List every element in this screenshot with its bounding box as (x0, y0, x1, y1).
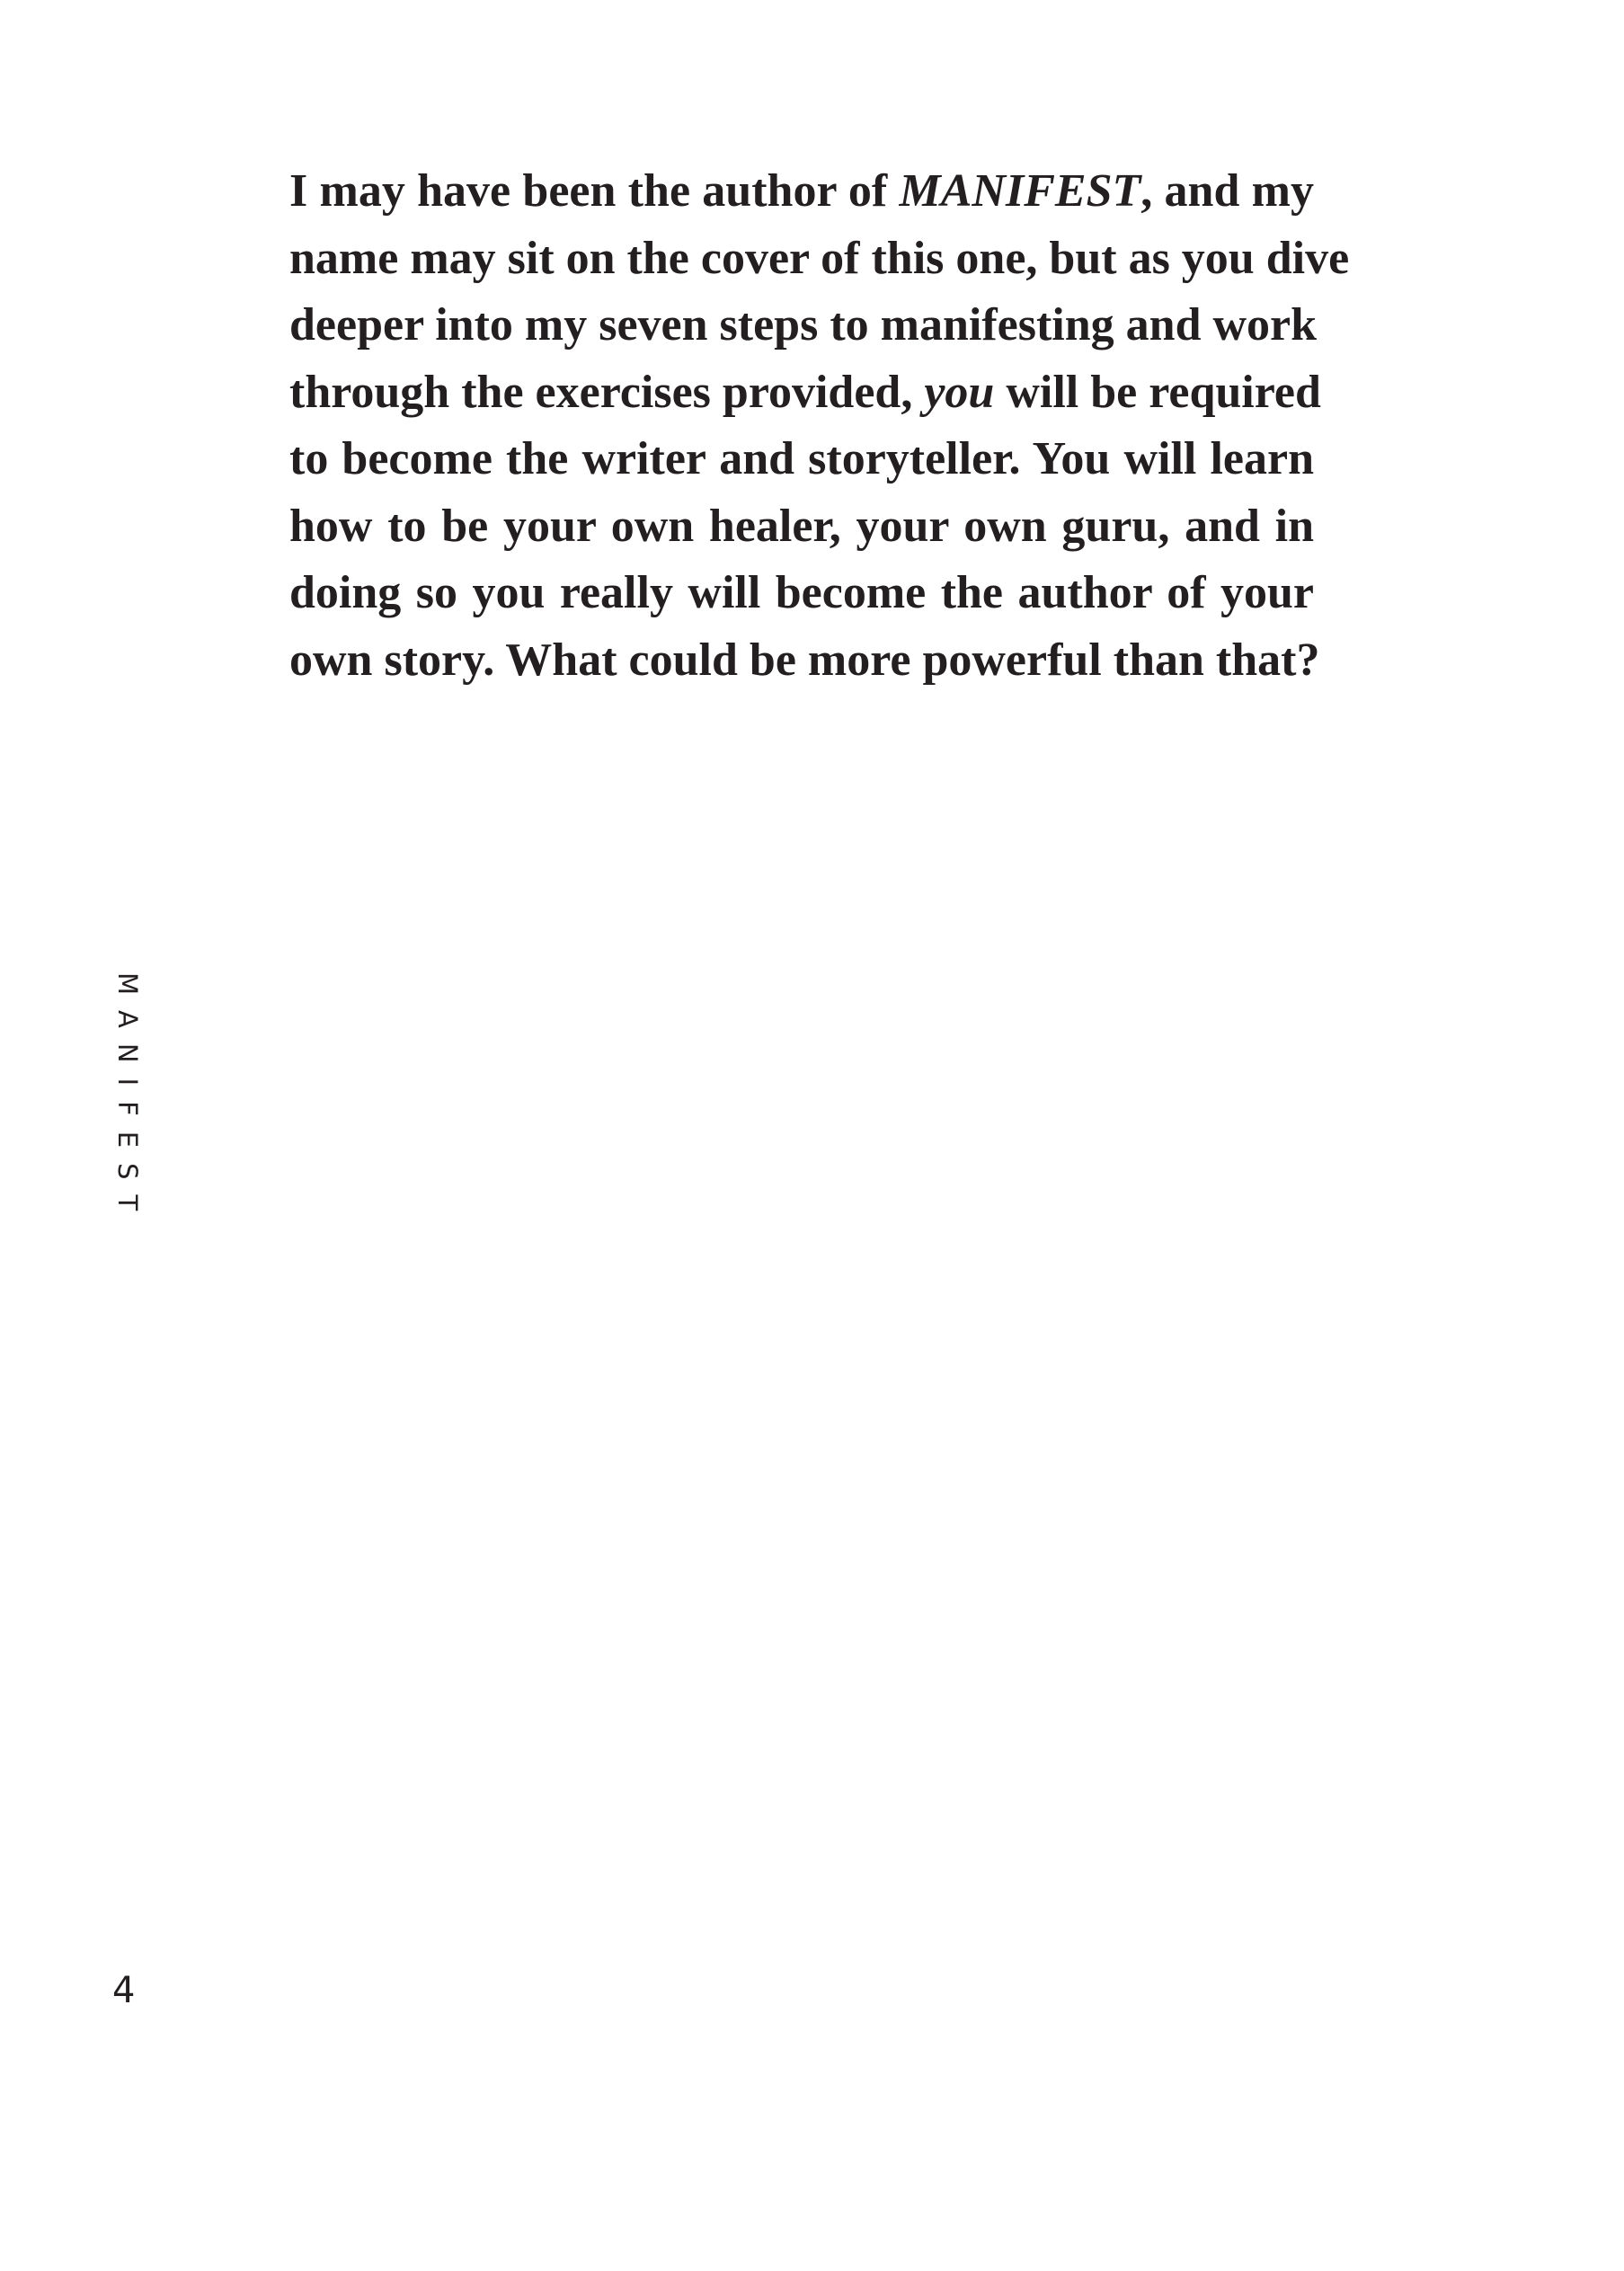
body-paragraph (289, 158, 1350, 694)
paragraph-line-3: deeper into my seven steps to manifesting and work (289, 299, 1318, 350)
page-number: 4 (112, 1970, 136, 2011)
paragraph-line-8: own story. What could be more powerful than that? (289, 634, 1320, 686)
book-title-emphasis: MANIFEST (899, 165, 1141, 217)
paragraph-line-6: how to be your own healer, your own guru, and in (289, 500, 1314, 552)
paragraph-line-7: doing so you really will become the author of your (289, 567, 1314, 618)
paragraph-line-1: I may have been the author of MANIFEST, and my (289, 165, 1314, 217)
paragraph-line-2: name may sit on the cover of this one, but as you dive (289, 232, 1350, 284)
paragraph-line-5: to become the writer and storyteller. You will learn (289, 433, 1314, 484)
running-head: MANIFEST (112, 972, 143, 1227)
paragraph-line-4: through the exercises provided, you will be required (289, 366, 1321, 418)
you-emphasis: you (924, 366, 995, 418)
